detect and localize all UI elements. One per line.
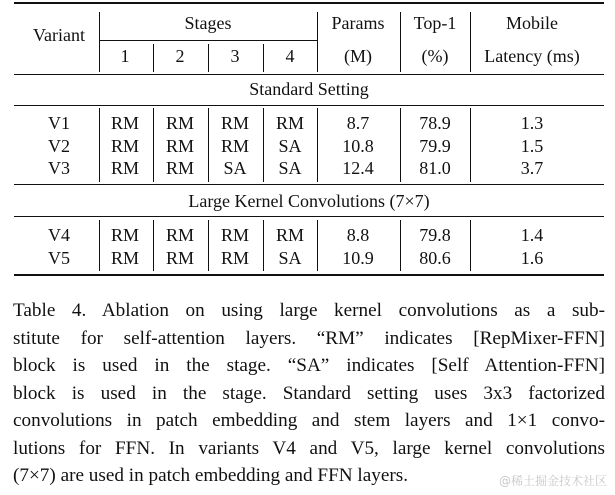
body-vline <box>208 108 209 182</box>
header-vline <box>470 12 471 72</box>
header-bottom-rule <box>14 74 604 75</box>
header-top1-unit: (%) <box>421 46 449 66</box>
cell-stage-2: RM <box>165 158 194 178</box>
cell-variant: V3 <box>48 158 70 178</box>
watermark: @稀土掘金技术社区 <box>498 474 607 488</box>
cell-variant: V5 <box>48 247 70 268</box>
cell-top1: 79.8 <box>419 225 451 245</box>
cell-stage-4: SA <box>278 158 302 178</box>
body-vline <box>470 108 471 182</box>
cell-stage-3: RM <box>220 135 249 156</box>
cell-stage-3: RM <box>220 247 249 268</box>
cell-stage-2: RM <box>165 225 194 245</box>
cell-params: 10.9 <box>342 247 374 268</box>
caption-line: convolutions in patch embedding and stem layers and 1×1 convo- <box>13 410 605 431</box>
cell-latency: 1.5 <box>520 135 544 156</box>
cell-stage-3: SA <box>223 158 247 178</box>
body-vline <box>153 220 154 271</box>
header-vline <box>99 12 100 72</box>
header-stage-1: 1 <box>120 46 130 66</box>
body-vline <box>470 220 471 271</box>
section-rule <box>14 216 604 217</box>
header-variant: Variant <box>33 25 85 45</box>
cell-stage-4: SA <box>278 247 302 268</box>
cell-stage-2: RM <box>165 113 194 133</box>
cell-stage-4: RM <box>275 225 304 245</box>
cell-variant: V1 <box>48 113 70 133</box>
caption-line: Table 4. Ablation on using large kernel convolutions as a sub- <box>13 300 605 321</box>
cell-stage-4: SA <box>278 135 302 156</box>
body-vline <box>99 220 100 271</box>
header-latency: Latency (ms) <box>484 46 580 66</box>
body-vline <box>263 108 264 182</box>
cell-stage-1: RM <box>110 158 139 178</box>
body-vline <box>208 220 209 271</box>
header-mobile: Mobile <box>506 13 558 33</box>
caption-line: stitute for self-attention layers. “RM” indicates [RepMixer-FFN] <box>13 327 605 349</box>
body-vline <box>99 108 100 182</box>
cell-latency: 1.6 <box>520 247 544 268</box>
cell-top1: 80.6 <box>419 247 451 268</box>
cell-variant: V2 <box>48 135 70 156</box>
cell-latency: 1.3 <box>520 113 544 133</box>
cell-stage-1: RM <box>110 113 139 133</box>
stages-underline <box>99 40 317 41</box>
section-bottom-rule <box>14 184 604 185</box>
header-vline <box>263 44 264 72</box>
cell-stage-3: RM <box>220 113 249 133</box>
header-params: Params <box>331 13 385 33</box>
caption-line: block is used in the stage. Standard setting uses 3x3 factorized <box>13 382 605 404</box>
header-vline <box>400 12 401 72</box>
section-rule <box>14 105 604 106</box>
table-caption <box>13 297 605 490</box>
cell-top1: 78.9 <box>419 113 451 133</box>
cell-latency: 3.7 <box>520 158 544 178</box>
header-vline <box>153 44 154 72</box>
header-stage-4: 4 <box>285 46 295 66</box>
cell-stage-2: RM <box>165 135 194 156</box>
section-title: Large Kernel Convolutions (7×7) <box>188 191 430 211</box>
header-stage-3: 3 <box>230 46 240 66</box>
header-vline <box>208 44 209 72</box>
body-vline <box>153 108 154 182</box>
header-vline <box>317 12 318 72</box>
caption-line: block is used in the stage. “SA” indicates [Self Attention-FFN] <box>13 355 605 376</box>
header-stages: Stages <box>184 13 232 33</box>
cell-top1: 79.9 <box>419 135 451 156</box>
cell-params: 8.7 <box>346 113 370 133</box>
cell-latency: 1.4 <box>520 225 544 245</box>
cell-params: 12.4 <box>342 158 374 178</box>
body-vline <box>263 220 264 271</box>
cell-stage-3: RM <box>220 225 249 245</box>
caption-line: lutions for FFN. In variants V4 and V5, large kernel convolutions <box>13 437 605 459</box>
caption-line: (7×7) are used in patch embedding and FFN layers. <box>13 465 409 486</box>
cell-top1: 81.0 <box>419 158 451 178</box>
cell-variant: V4 <box>48 225 70 245</box>
header-stage-2: 2 <box>175 46 185 66</box>
cell-stage-1: RM <box>110 135 139 156</box>
body-vline <box>400 108 401 182</box>
body-vline <box>317 108 318 182</box>
cell-params: 10.8 <box>342 135 374 156</box>
cell-stage-4: RM <box>275 113 304 133</box>
table-top-rule <box>14 2 604 4</box>
cell-stage-1: RM <box>110 225 139 245</box>
body-vline <box>400 220 401 271</box>
cell-stage-2: RM <box>165 247 194 268</box>
table-bottom-rule <box>14 274 604 276</box>
cell-params: 8.8 <box>346 225 370 245</box>
cell-stage-1: RM <box>110 247 139 268</box>
header-params-unit: (M) <box>344 46 372 66</box>
header-top1: Top-1 <box>413 13 457 33</box>
body-vline <box>317 220 318 271</box>
section-title: Standard Setting <box>249 79 369 99</box>
